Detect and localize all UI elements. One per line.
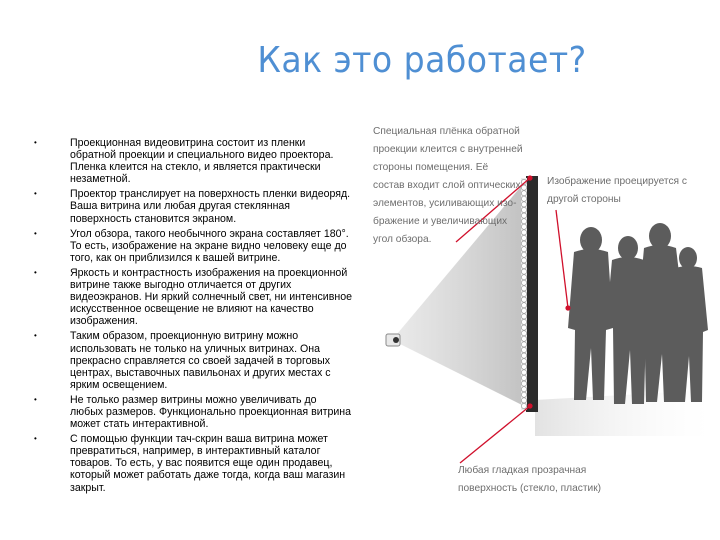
bullet-marker: • [34, 189, 37, 199]
lens-bead [521, 347, 526, 352]
caption-line: угол обзора. [373, 234, 432, 245]
lens-bead [521, 275, 526, 280]
caption-line: Изображение проецируется с [547, 176, 687, 187]
lens-bead [521, 297, 526, 302]
lens-bead [521, 280, 526, 285]
lens-bead [521, 342, 526, 347]
lens-bead [521, 387, 526, 392]
bullet-text: Яркость и контрастность изображения на проекционной витрине также выгодно отличается от других видеоэкранов. Ни яркий солнечный свет, ни интенсивное искусственное освещение не влияют на качество изображения. [70, 266, 352, 328]
list-item [34, 137, 352, 185]
lens-bead [521, 314, 526, 319]
list-item [34, 394, 352, 430]
bullet-text: Проектор транслирует на поверхность пленки видеоряд. Ваша витрина или любая другая стеклянная поверхность становится экраном. [70, 188, 351, 225]
bullet-text: Проекционная видеовитрина состоит из пленки обратной проекции и специального видео проектора. Пленка клеится на стекло, и является практически незаметной. [70, 137, 334, 186]
bullet-text: Угол обзора, такого необычного экрана составляет 180°. То есть, изображение на экране видно человеку еще до того, как он приблизился к вашей витрине. [70, 227, 349, 264]
bullet-list [34, 137, 352, 497]
lens-bead [521, 359, 526, 364]
pointer-line [556, 210, 568, 308]
caption-film [373, 123, 543, 249]
bullet-marker: • [34, 331, 37, 341]
lens-bead [521, 336, 526, 341]
bullet-marker: • [34, 394, 37, 404]
pointer-dot [565, 305, 570, 310]
bullet-marker: • [34, 267, 37, 277]
lens-bead [521, 286, 526, 291]
projector-icon [386, 334, 400, 346]
bullet-text: Таким образом, проекционную витрину можно использовать не только на уличных витринах. Она прекрасно справляется со своей задачей в торговых центрах, выставочных павильонах и других местах с ярким освещением. [70, 330, 331, 391]
lens-bead [521, 319, 526, 324]
projection-diagram [360, 118, 710, 508]
bullet-marker: • [34, 228, 37, 238]
caption-projection [547, 173, 709, 209]
caption-line: поверхность (стекло, пластик) [458, 483, 602, 494]
bullet-marker: • [34, 434, 37, 444]
people-silhouette [568, 223, 708, 404]
lens-bead [521, 303, 526, 308]
caption-surface [458, 462, 658, 498]
lens-bead [521, 375, 526, 380]
lens-bead [521, 331, 526, 336]
list-item [34, 330, 352, 390]
lens-bead [521, 258, 526, 263]
page-title: Как это работает? [257, 40, 587, 81]
caption-line: другой стороны [547, 194, 621, 205]
lens-bead [521, 252, 526, 257]
lens-bead [521, 269, 526, 274]
lens-bead [521, 308, 526, 313]
list-item [34, 267, 352, 327]
list-item [34, 433, 352, 493]
lens-bead [521, 263, 526, 268]
caption-line: Любая гладкая прозрачная [458, 465, 587, 476]
lens-bead [521, 403, 526, 408]
lens-bead [521, 291, 526, 296]
bullet-marker: • [34, 138, 37, 147]
caption-line: состав входит слой оптических [373, 180, 521, 191]
list-item [34, 228, 352, 264]
caption-line: элементов, усиливающих изо- [373, 198, 517, 209]
bullet-text: С помощью функции тач-скрин ваша витрина может превратиться, например, в интерактивный каталог товаров. То есть, у вас появится еще один продавец, который может работать даже тогда, когда ваш магазин закрыт. [70, 433, 346, 494]
pointer-dot [527, 403, 532, 408]
lens-bead [521, 364, 526, 369]
bullet-text: Не только размер витрины можно увеличивать до любых размеров. Функционально проекционная витрина может стать интерактивной. [70, 393, 352, 431]
list-item [34, 188, 352, 224]
lens-bead [521, 392, 526, 397]
caption-line: Специальная плёнка обратной [373, 126, 520, 137]
lens-bead [521, 381, 526, 386]
lens-bead [521, 353, 526, 358]
caption-line: проекции клеится с внутренней [373, 144, 523, 155]
lens-bead [521, 398, 526, 403]
lens-bead [521, 370, 526, 375]
lens-bead [521, 325, 526, 330]
caption-line: бражение и увеличивающих [373, 216, 508, 227]
caption-line: стороны помещения. Её [373, 162, 489, 173]
pointer-line [460, 406, 530, 463]
